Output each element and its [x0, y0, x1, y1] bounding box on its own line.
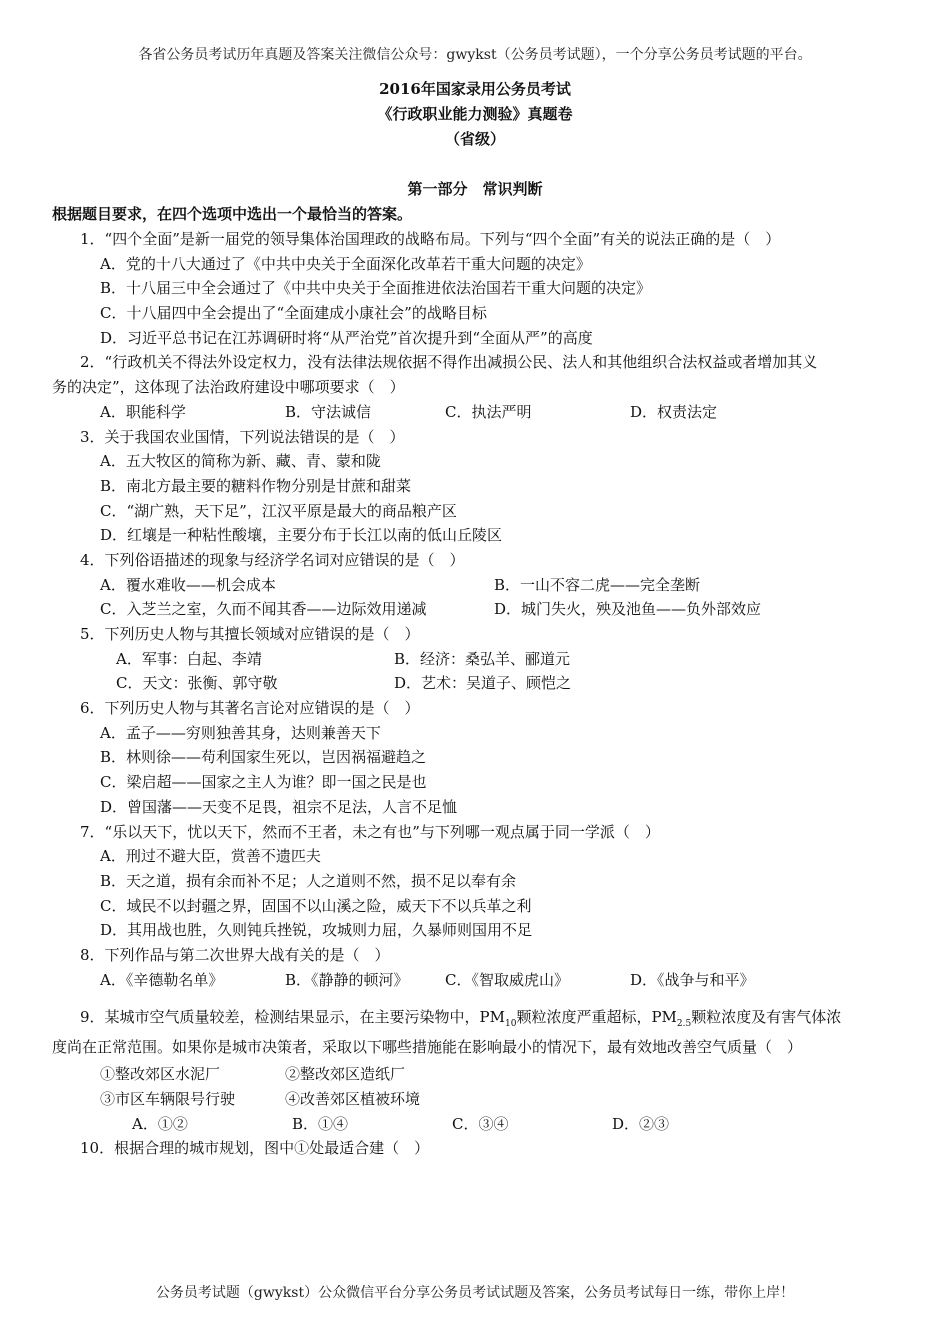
question-5-option-d: D．艺术：吴道子、顾恺之	[394, 674, 572, 693]
question-9-stem-part3: 颗粒浓度及有害气体浓	[691, 1008, 842, 1027]
question-2-stem-line1: 2．“行政机关不得法外设定权力，没有法律法规依据不得作出减损公民、法人和其他组织合法权益或者增加其义	[80, 353, 818, 372]
question-2-option-d: D．权责法定	[630, 402, 718, 421]
question-9-stem-part1: 9．某城市空气质量较差，检测结果显示，在主要污染物中，PM	[80, 1008, 505, 1027]
question-4-option-b: B．一山不容二虎——完全垄断	[494, 575, 701, 594]
question-1-stem: 1．“四个全面”是新一届党的领导集体治国理政的战略布局。下列与“四个全面”有关的说法正确的是（ ）	[80, 230, 781, 248]
question-5-option-b: B．经济：桑弘羊、郦道元	[394, 649, 571, 668]
question-8-option-a: A．《辛德勒名单》	[100, 970, 224, 989]
question-9-measure-1: ①整改郊区水泥厂	[100, 1065, 221, 1084]
question-7-option-d: D．其用战也胜，久则钝兵挫锐，攻城则力屈，久暴师则国用不足	[100, 921, 533, 940]
section-title: 第一部分 常识判断	[407, 180, 543, 198]
pm25-subscript: 2.5	[676, 1019, 692, 1030]
question-1-option-a: A．党的十八大通过了《中共中央关于全面深化改革若干重大问题的决定》	[100, 254, 591, 273]
question-2-option-a: A．职能科学	[100, 402, 186, 421]
question-7-option-b: B．天之道，损有余而补不足；人之道则不然，损不足以奉有余	[100, 871, 517, 890]
question-6-option-d: D．曾国藩——天变不足畏，祖宗不足法，人言不足恤	[100, 797, 458, 816]
question-5-stem: 5．下列历史人物与其擅长领域对应错误的是（ ）	[80, 625, 420, 643]
question-5-options-row1	[52, 647, 898, 672]
question-9-measure-3: ③市区车辆限号行驶	[100, 1090, 236, 1108]
exam-subtitle: 《行政职业能力测验》真题卷	[377, 105, 573, 123]
question-6-option-c: C．梁启超——国家之主人为谁？即一国之民是也	[100, 773, 427, 792]
question-8-stem: 8．下列作品与第二次世界大战有关的是（ ）	[80, 945, 390, 964]
question-3-option-a: A．五大牧区的简称为新、藏、青、蒙和陇	[100, 452, 381, 471]
question-3-option-b: B．南北方最主要的糖料作物分别是甘蔗和甜菜	[100, 476, 412, 495]
question-4-stem: 4．下列俗语描述的现象与经济学名词对应错误的是（ ）	[80, 550, 465, 569]
question-2-option-c: C．执法严明	[445, 402, 532, 421]
question-2-stem-line2: 务的决定”，这体现了法治政府建设中哪项要求（ ）	[52, 378, 405, 397]
question-4-option-c: C．入芝兰之室，久而不闻其香——边际效用递减	[100, 600, 427, 619]
question-5-option-a: A．军事：白起、李靖	[116, 649, 262, 668]
question-4-options-row2	[52, 597, 898, 622]
question-8-options	[52, 968, 898, 993]
footer-note: 公务员考试题（gwykst）公众微信平台分享公务员考试试题及答案，公务员考试每日一练，带你上岸！	[155, 1285, 795, 1301]
question-2-options	[52, 400, 898, 425]
header-note: 各省公务员考试历年真题及答案关注微信公众号：gwykst（公务员考试题），一个分享公务员考试题的平台。	[138, 47, 812, 63]
question-3-option-d: D．红壤是一种粘性酸壤，主要分布于长江以南的低山丘陵区	[100, 526, 503, 545]
question-9-measures-row1	[52, 1062, 898, 1087]
exam-level: （省级）	[444, 130, 505, 148]
question-1-option-b: B．十八届三中全会通过了《中共中央关于全面推进依法治国若干重大问题的决定》	[100, 279, 652, 298]
question-7-stem: 7．“乐以天下，忧以天下，然而不王者，未之有也”与下列哪一观点属于同一学派（ ）	[80, 822, 660, 841]
question-1-option-c: C．十八届四中全会提出了“全面建成小康社会”的战略目标	[100, 304, 487, 323]
question-8-option-b: B．《静静的顿河》	[285, 970, 409, 989]
question-6-option-a: A．孟子——穷则独善其身，达则兼善天下	[100, 723, 381, 742]
question-8-option-d: D．《战争与和平》	[630, 970, 755, 989]
exam-title: 2016年国家录用公务员考试	[379, 80, 571, 98]
question-10-stem: 10．根据合理的城市规划，图中①处最适合建（ ）	[80, 1139, 430, 1158]
question-9-options	[52, 1112, 898, 1137]
question-9-stem-line1	[52, 1002, 898, 1032]
question-9-option-b: B．①④	[292, 1114, 349, 1133]
question-list	[52, 227, 898, 1161]
question-9-stem-line2: 度尚在正常范围。如果你是城市决策者，采取以下哪些措施能在影响最小的情况下，最有效地改善空气质量（ ）	[52, 1038, 803, 1057]
pm10-subscript: 10	[505, 1019, 517, 1030]
question-9-measures-row2	[52, 1087, 898, 1112]
question-6-stem: 6．下列历史人物与其著名言论对应错误的是（ ）	[80, 699, 420, 718]
question-3-option-c: C．“湖广熟，天下足”，江汉平原是最大的商品粮产区	[100, 501, 457, 520]
question-9-measure-4: ④改善郊区植被环境	[285, 1090, 421, 1108]
question-5-options-row2	[52, 671, 898, 696]
question-6-option-b: B．林则徐——苟利国家生死以，岂因祸福避趋之	[100, 748, 427, 767]
question-7-option-c: C．域民不以封疆之界，固国不以山溪之险，威天下不以兵革之利	[100, 896, 532, 915]
question-5-option-c: C．天文：张衡、郭守敬	[116, 674, 278, 693]
question-7-option-a: A．刑过不避大臣，赏善不遗匹夫	[100, 847, 321, 866]
question-9-measure-2: ②整改郊区造纸厂	[285, 1065, 406, 1084]
question-9-option-a: A．①②	[132, 1114, 188, 1133]
question-4-option-a: A．覆水难收——机会成本	[100, 575, 276, 594]
question-9-stem-part2: 颗粒浓度严重超标，PM	[516, 1008, 677, 1027]
question-1-option-d: D．习近平总书记在江苏调研时将“从严治党”首次提升到“全面从严”的高度	[100, 328, 593, 347]
question-9-option-d: D．②③	[612, 1114, 670, 1133]
question-3-stem: 3．关于我国农业国情，下列说法错误的是（ ）	[80, 427, 405, 446]
question-8-option-c: C．《智取威虎山》	[445, 970, 569, 989]
question-4-options-row1	[52, 573, 898, 598]
question-2-option-b: B．守法诚信	[285, 402, 372, 421]
section-instruction: 根据题目要求，在四个选项中选出一个最恰当的答案。	[52, 205, 413, 223]
question-9-option-c: C．③④	[452, 1114, 509, 1133]
question-4-option-d: D．城门失火，殃及池鱼——负外部效应	[494, 600, 762, 619]
